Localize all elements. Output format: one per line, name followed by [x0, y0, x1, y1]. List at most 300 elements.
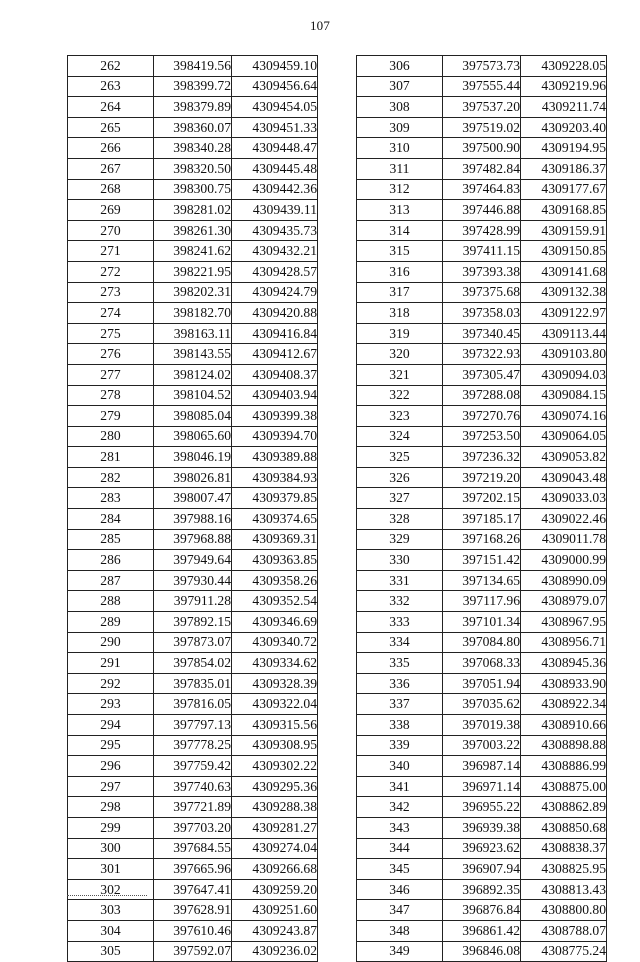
x-coordinate-cell: 397628.91	[154, 900, 232, 921]
table-row	[68, 200, 318, 221]
point-number-cell: 323	[357, 406, 443, 427]
point-number-cell: 342	[357, 797, 443, 818]
point-number-cell: 293	[68, 694, 154, 715]
point-number-cell: 348	[357, 920, 443, 941]
y-coordinate-cell: 4309203.40	[521, 117, 607, 138]
y-coordinate-cell: 4309177.67	[521, 179, 607, 200]
x-coordinate-cell: 396955.22	[443, 797, 521, 818]
y-coordinate-cell: 4309352.54	[232, 591, 318, 612]
point-number-cell: 284	[68, 509, 154, 530]
x-coordinate-cell: 397253.50	[443, 426, 521, 447]
point-number-cell: 279	[68, 406, 154, 427]
x-coordinate-cell: 397305.47	[443, 364, 521, 385]
table-row	[357, 859, 607, 880]
x-coordinate-cell: 397740.63	[154, 776, 232, 797]
y-coordinate-cell: 4309132.38	[521, 282, 607, 303]
point-number-cell: 328	[357, 509, 443, 530]
point-number-cell: 309	[357, 117, 443, 138]
y-coordinate-cell: 4309340.72	[232, 632, 318, 653]
point-number-cell: 330	[357, 550, 443, 571]
table-row	[357, 406, 607, 427]
x-coordinate-cell: 397573.73	[443, 56, 521, 77]
y-coordinate-cell: 4308898.88	[521, 735, 607, 756]
table-row	[357, 220, 607, 241]
x-coordinate-cell: 397592.07	[154, 941, 232, 962]
x-coordinate-cell: 398065.60	[154, 426, 232, 447]
table-row	[68, 385, 318, 406]
table-row	[68, 282, 318, 303]
x-coordinate-cell: 398026.81	[154, 467, 232, 488]
x-coordinate-cell: 397019.38	[443, 715, 521, 736]
x-coordinate-cell: 397151.42	[443, 550, 521, 571]
y-coordinate-cell: 4309346.69	[232, 612, 318, 633]
y-coordinate-cell: 4309412.67	[232, 344, 318, 365]
x-coordinate-cell: 398124.02	[154, 364, 232, 385]
x-coordinate-cell: 398104.52	[154, 385, 232, 406]
table-row	[68, 241, 318, 262]
x-coordinate-cell: 398360.07	[154, 117, 232, 138]
point-number-cell: 304	[68, 920, 154, 941]
y-coordinate-cell: 4309251.60	[232, 900, 318, 921]
point-number-cell: 344	[357, 838, 443, 859]
table-row	[357, 344, 607, 365]
point-number-cell: 286	[68, 550, 154, 571]
x-coordinate-cell: 397185.17	[443, 509, 521, 530]
x-coordinate-cell: 398085.04	[154, 406, 232, 427]
point-number-cell: 316	[357, 261, 443, 282]
y-coordinate-cell: 4309122.97	[521, 303, 607, 324]
point-number-cell: 266	[68, 138, 154, 159]
point-number-cell: 287	[68, 570, 154, 591]
table-row	[68, 591, 318, 612]
table-row	[68, 467, 318, 488]
y-coordinate-cell: 4309259.20	[232, 879, 318, 900]
x-coordinate-cell: 397797.13	[154, 715, 232, 736]
table-row	[357, 282, 607, 303]
y-coordinate-cell: 4309399.38	[232, 406, 318, 427]
y-coordinate-cell: 4309428.57	[232, 261, 318, 282]
point-number-cell: 276	[68, 344, 154, 365]
table-row	[68, 817, 318, 838]
x-coordinate-cell: 397721.89	[154, 797, 232, 818]
x-coordinate-cell: 396876.84	[443, 900, 521, 921]
y-coordinate-cell: 4309322.04	[232, 694, 318, 715]
x-coordinate-cell: 397464.83	[443, 179, 521, 200]
point-number-cell: 312	[357, 179, 443, 200]
y-coordinate-cell: 4309084.15	[521, 385, 607, 406]
point-number-cell: 264	[68, 97, 154, 118]
table-row	[357, 735, 607, 756]
x-coordinate-cell: 398300.75	[154, 179, 232, 200]
table-row	[357, 817, 607, 838]
table-row	[357, 673, 607, 694]
y-coordinate-cell: 4309328.39	[232, 673, 318, 694]
x-coordinate-cell: 397703.20	[154, 817, 232, 838]
table-row	[357, 261, 607, 282]
point-number-cell: 288	[68, 591, 154, 612]
footer-divider	[67, 895, 147, 896]
y-coordinate-cell: 4308862.89	[521, 797, 607, 818]
table-row	[68, 76, 318, 97]
x-coordinate-cell: 397219.20	[443, 467, 521, 488]
table-row	[68, 673, 318, 694]
point-number-cell: 319	[357, 323, 443, 344]
y-coordinate-cell: 4309243.87	[232, 920, 318, 941]
table-row	[68, 756, 318, 777]
point-number-cell: 281	[68, 447, 154, 468]
y-coordinate-cell: 4309374.65	[232, 509, 318, 530]
point-number-cell: 294	[68, 715, 154, 736]
point-number-cell: 336	[357, 673, 443, 694]
table-row	[68, 735, 318, 756]
table-row	[357, 694, 607, 715]
table-row	[357, 756, 607, 777]
table-row	[357, 570, 607, 591]
point-number-cell: 283	[68, 488, 154, 509]
point-number-cell: 332	[357, 591, 443, 612]
y-coordinate-cell: 4308800.80	[521, 900, 607, 921]
point-number-cell: 343	[357, 817, 443, 838]
point-number-cell: 289	[68, 612, 154, 633]
x-coordinate-cell: 398379.89	[154, 97, 232, 118]
x-coordinate-cell: 397684.55	[154, 838, 232, 859]
point-number-cell: 322	[357, 385, 443, 406]
table-row	[68, 158, 318, 179]
table-row	[68, 323, 318, 344]
x-coordinate-cell: 397873.07	[154, 632, 232, 653]
x-coordinate-cell: 397854.02	[154, 653, 232, 674]
table-row	[68, 694, 318, 715]
x-coordinate-cell: 397949.64	[154, 550, 232, 571]
table-row	[68, 612, 318, 633]
table-row	[357, 56, 607, 77]
y-coordinate-cell: 4309451.33	[232, 117, 318, 138]
table-row	[68, 488, 318, 509]
point-number-cell: 326	[357, 467, 443, 488]
x-coordinate-cell: 396892.35	[443, 879, 521, 900]
point-number-cell: 313	[357, 200, 443, 221]
x-coordinate-cell: 396907.94	[443, 859, 521, 880]
table-row	[68, 715, 318, 736]
x-coordinate-cell: 396861.42	[443, 920, 521, 941]
y-coordinate-cell: 4309435.73	[232, 220, 318, 241]
x-coordinate-cell: 397647.41	[154, 879, 232, 900]
point-number-cell: 277	[68, 364, 154, 385]
y-coordinate-cell: 4309064.05	[521, 426, 607, 447]
y-coordinate-cell: 4309103.80	[521, 344, 607, 365]
y-coordinate-cell: 4309288.38	[232, 797, 318, 818]
x-coordinate-cell: 398261.30	[154, 220, 232, 241]
y-coordinate-cell: 4309219.96	[521, 76, 607, 97]
point-number-cell: 314	[357, 220, 443, 241]
x-coordinate-cell: 398182.70	[154, 303, 232, 324]
y-coordinate-cell: 4309384.93	[232, 467, 318, 488]
y-coordinate-cell: 4309236.02	[232, 941, 318, 962]
x-coordinate-cell: 397236.32	[443, 447, 521, 468]
point-number-cell: 299	[68, 817, 154, 838]
x-coordinate-cell: 397500.90	[443, 138, 521, 159]
x-coordinate-cell: 398340.28	[154, 138, 232, 159]
y-coordinate-cell: 4309416.84	[232, 323, 318, 344]
point-number-cell: 320	[357, 344, 443, 365]
y-coordinate-cell: 4309186.37	[521, 158, 607, 179]
x-coordinate-cell: 397288.08	[443, 385, 521, 406]
x-coordinate-cell: 398320.50	[154, 158, 232, 179]
x-coordinate-cell: 397270.76	[443, 406, 521, 427]
point-number-cell: 349	[357, 941, 443, 962]
table-row	[357, 900, 607, 921]
y-coordinate-cell: 4309266.68	[232, 859, 318, 880]
point-number-cell: 290	[68, 632, 154, 653]
point-number-cell: 291	[68, 653, 154, 674]
point-number-cell: 298	[68, 797, 154, 818]
point-number-cell: 297	[68, 776, 154, 797]
table-row	[357, 385, 607, 406]
x-coordinate-cell: 396939.38	[443, 817, 521, 838]
y-coordinate-cell: 4308813.43	[521, 879, 607, 900]
y-coordinate-cell: 4309194.95	[521, 138, 607, 159]
table-row	[68, 900, 318, 921]
y-coordinate-cell: 4309454.05	[232, 97, 318, 118]
table-row	[357, 76, 607, 97]
table-row	[68, 632, 318, 653]
table-row	[68, 261, 318, 282]
point-number-cell: 272	[68, 261, 154, 282]
point-number-cell: 267	[68, 158, 154, 179]
x-coordinate-cell: 397537.20	[443, 97, 521, 118]
y-coordinate-cell: 4309141.68	[521, 261, 607, 282]
table-row	[68, 344, 318, 365]
point-number-cell: 300	[68, 838, 154, 859]
y-coordinate-cell: 4309094.03	[521, 364, 607, 385]
y-coordinate-cell: 4308788.07	[521, 920, 607, 941]
table-row	[357, 920, 607, 941]
page-number: 107	[309, 18, 331, 33]
point-number-cell: 263	[68, 76, 154, 97]
table-row	[68, 220, 318, 241]
coordinates-table-left	[67, 55, 318, 962]
table-row	[68, 920, 318, 941]
table-row	[357, 509, 607, 530]
table-row	[68, 509, 318, 530]
table-row	[68, 797, 318, 818]
table-row	[68, 653, 318, 674]
y-coordinate-cell: 4308990.09	[521, 570, 607, 591]
point-number-cell: 321	[357, 364, 443, 385]
table-row	[357, 776, 607, 797]
point-number-cell: 331	[357, 570, 443, 591]
x-coordinate-cell: 397835.01	[154, 673, 232, 694]
point-number-cell: 329	[357, 529, 443, 550]
point-number-cell: 318	[357, 303, 443, 324]
y-coordinate-cell: 4309358.26	[232, 570, 318, 591]
y-coordinate-cell: 4309150.85	[521, 241, 607, 262]
point-number-cell: 292	[68, 673, 154, 694]
x-coordinate-cell: 398143.55	[154, 344, 232, 365]
table-row	[68, 303, 318, 324]
table-row	[357, 715, 607, 736]
y-coordinate-cell: 4308910.66	[521, 715, 607, 736]
point-number-cell: 306	[357, 56, 443, 77]
y-coordinate-cell: 4308979.07	[521, 591, 607, 612]
table-row	[68, 838, 318, 859]
x-coordinate-cell: 397101.34	[443, 612, 521, 633]
table-row	[68, 570, 318, 591]
y-coordinate-cell: 4308945.36	[521, 653, 607, 674]
x-coordinate-cell: 396971.14	[443, 776, 521, 797]
x-coordinate-cell: 397519.02	[443, 117, 521, 138]
table-row	[357, 591, 607, 612]
x-coordinate-cell: 397202.15	[443, 488, 521, 509]
point-number-cell: 311	[357, 158, 443, 179]
table-row	[68, 879, 318, 900]
table-row	[357, 467, 607, 488]
table-row	[357, 653, 607, 674]
y-coordinate-cell: 4309315.56	[232, 715, 318, 736]
x-coordinate-cell: 397778.25	[154, 735, 232, 756]
x-coordinate-cell: 396923.62	[443, 838, 521, 859]
y-coordinate-cell: 4309459.10	[232, 56, 318, 77]
x-coordinate-cell: 397911.28	[154, 591, 232, 612]
point-number-cell: 339	[357, 735, 443, 756]
y-coordinate-cell: 4309379.85	[232, 488, 318, 509]
x-coordinate-cell: 397168.26	[443, 529, 521, 550]
x-coordinate-cell: 397759.42	[154, 756, 232, 777]
table-row	[357, 323, 607, 344]
y-coordinate-cell: 4309456.64	[232, 76, 318, 97]
point-number-cell: 303	[68, 900, 154, 921]
point-number-cell: 340	[357, 756, 443, 777]
y-coordinate-cell: 4309113.44	[521, 323, 607, 344]
table-row	[68, 364, 318, 385]
table-row	[68, 138, 318, 159]
x-coordinate-cell: 397482.84	[443, 158, 521, 179]
x-coordinate-cell: 397068.33	[443, 653, 521, 674]
coordinates-table-right	[356, 55, 607, 962]
y-coordinate-cell: 4309420.88	[232, 303, 318, 324]
point-number-cell: 307	[357, 76, 443, 97]
point-number-cell: 282	[68, 467, 154, 488]
y-coordinate-cell: 4309033.03	[521, 488, 607, 509]
y-coordinate-cell: 4309043.48	[521, 467, 607, 488]
table-row	[68, 529, 318, 550]
y-coordinate-cell: 4309394.70	[232, 426, 318, 447]
point-number-cell: 335	[357, 653, 443, 674]
point-number-cell: 301	[68, 859, 154, 880]
point-number-cell: 327	[357, 488, 443, 509]
y-coordinate-cell: 4309011.78	[521, 529, 607, 550]
y-coordinate-cell: 4309403.94	[232, 385, 318, 406]
point-number-cell: 341	[357, 776, 443, 797]
y-coordinate-cell: 4309168.85	[521, 200, 607, 221]
y-coordinate-cell: 4309228.05	[521, 56, 607, 77]
y-coordinate-cell: 4308875.00	[521, 776, 607, 797]
table-row	[357, 612, 607, 633]
point-number-cell: 346	[357, 879, 443, 900]
table-row	[357, 364, 607, 385]
point-number-cell: 338	[357, 715, 443, 736]
point-number-cell: 270	[68, 220, 154, 241]
x-coordinate-cell: 397035.62	[443, 694, 521, 715]
y-coordinate-cell: 4309408.37	[232, 364, 318, 385]
table-row	[68, 117, 318, 138]
x-coordinate-cell: 398163.11	[154, 323, 232, 344]
x-coordinate-cell: 397665.96	[154, 859, 232, 880]
table-row	[357, 117, 607, 138]
y-coordinate-cell: 4308775.24	[521, 941, 607, 962]
point-number-cell: 268	[68, 179, 154, 200]
x-coordinate-cell: 397084.80	[443, 632, 521, 653]
y-coordinate-cell: 4309211.74	[521, 97, 607, 118]
point-number-cell: 333	[357, 612, 443, 633]
point-number-cell: 295	[68, 735, 154, 756]
x-coordinate-cell: 397134.65	[443, 570, 521, 591]
table-row	[68, 776, 318, 797]
table-row	[68, 447, 318, 468]
x-coordinate-cell: 397358.03	[443, 303, 521, 324]
x-coordinate-cell: 397968.88	[154, 529, 232, 550]
y-coordinate-cell: 4309432.21	[232, 241, 318, 262]
x-coordinate-cell: 398202.31	[154, 282, 232, 303]
point-number-cell: 285	[68, 529, 154, 550]
point-number-cell: 347	[357, 900, 443, 921]
point-number-cell: 308	[357, 97, 443, 118]
x-coordinate-cell: 397446.88	[443, 200, 521, 221]
table-row	[357, 797, 607, 818]
table-row	[357, 158, 607, 179]
table-row	[357, 632, 607, 653]
y-coordinate-cell: 4309053.82	[521, 447, 607, 468]
x-coordinate-cell: 397610.46	[154, 920, 232, 941]
point-number-cell: 305	[68, 941, 154, 962]
table-row	[68, 426, 318, 447]
table-row	[357, 447, 607, 468]
x-coordinate-cell: 398221.95	[154, 261, 232, 282]
point-number-cell: 271	[68, 241, 154, 262]
table-row	[357, 838, 607, 859]
y-coordinate-cell: 4308933.90	[521, 673, 607, 694]
x-coordinate-cell: 398419.56	[154, 56, 232, 77]
table-row	[357, 426, 607, 447]
table-row	[68, 97, 318, 118]
table-row	[357, 550, 607, 571]
table-row	[357, 97, 607, 118]
table-row	[357, 200, 607, 221]
y-coordinate-cell: 4309295.36	[232, 776, 318, 797]
y-coordinate-cell: 4309302.22	[232, 756, 318, 777]
point-number-cell: 265	[68, 117, 154, 138]
point-number-cell: 310	[357, 138, 443, 159]
y-coordinate-cell: 4309334.62	[232, 653, 318, 674]
y-coordinate-cell: 4309369.31	[232, 529, 318, 550]
table-row	[357, 941, 607, 962]
y-coordinate-cell: 4309074.16	[521, 406, 607, 427]
x-coordinate-cell: 397051.94	[443, 673, 521, 694]
table-row	[68, 56, 318, 77]
x-coordinate-cell: 397816.05	[154, 694, 232, 715]
y-coordinate-cell: 4309000.99	[521, 550, 607, 571]
y-coordinate-cell: 4309389.88	[232, 447, 318, 468]
point-number-cell: 345	[357, 859, 443, 880]
x-coordinate-cell: 397892.15	[154, 612, 232, 633]
y-coordinate-cell: 4309363.85	[232, 550, 318, 571]
point-number-cell: 324	[357, 426, 443, 447]
point-number-cell: 275	[68, 323, 154, 344]
x-coordinate-cell: 397117.96	[443, 591, 521, 612]
y-coordinate-cell: 4308922.34	[521, 694, 607, 715]
x-coordinate-cell: 398046.19	[154, 447, 232, 468]
point-number-cell: 317	[357, 282, 443, 303]
